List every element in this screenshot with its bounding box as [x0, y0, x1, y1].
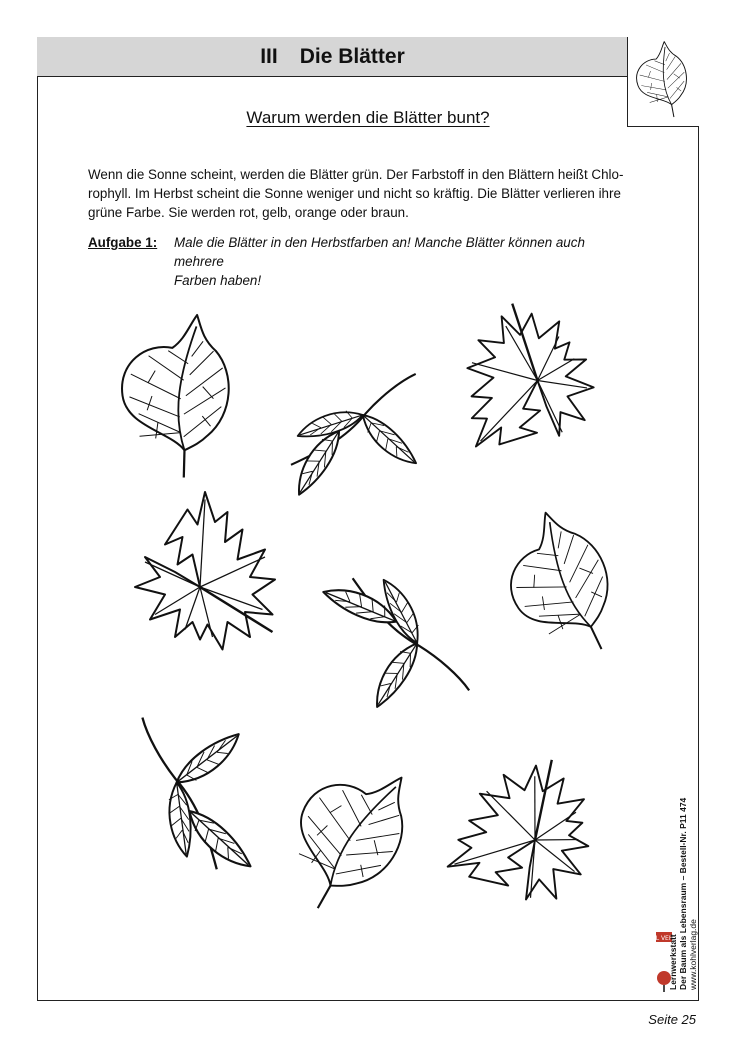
chapter-title: Die Blätter: [299, 45, 405, 68]
linden-leaf-icon[interactable]: [112, 312, 242, 482]
ash-leaf-icon[interactable]: [330, 558, 490, 708]
logo-text: KOHL VERLAG: [642, 935, 686, 942]
publisher-info: [668, 798, 698, 990]
publisher-url[interactable]: www.kohlverlag.de: [688, 919, 698, 990]
intro-line: rophyll. Im Herbst scheint die Sonne weniger und nicht so kräftig. Die Blätter verlieren ihre: [88, 186, 621, 201]
intro-text: [88, 165, 633, 222]
maple-leaf-icon[interactable]: [445, 765, 625, 915]
task-line: Farben haben!: [174, 273, 262, 288]
task-line: Male die Blätter in den Herbstfarben an! Manche Blätter können auch mehrere: [174, 235, 585, 269]
maple-leaf-icon[interactable]: [125, 512, 305, 672]
intro-line: Wenn die Sonne scheint, werden die Blätter grün. Der Farbstoff in den Blättern heißt Chlo-: [88, 167, 624, 182]
linden-leaf-icon[interactable]: [498, 512, 628, 662]
task-text: [174, 233, 634, 290]
book-title: Der Baum als Lebensraum – Bestell-Nr. P11 474: [678, 797, 688, 990]
maple-leaf-icon[interactable]: [455, 298, 620, 463]
intro-line: grüne Farbe. Sie werden rot, gelb, orange oder braun.: [88, 205, 409, 220]
ash-leaf-icon[interactable]: [272, 350, 432, 490]
task-label: Aufgabe 1:: [88, 235, 158, 250]
chapter-number: III: [260, 45, 278, 68]
ash-leaf-icon[interactable]: [105, 710, 255, 880]
worksheet-question: Warum werden die Blätter bunt?: [246, 108, 490, 127]
page-number: Seite 25: [648, 1012, 696, 1027]
series-name: Lernwerkstatt: [668, 934, 678, 990]
linden-leaf-icon[interactable]: [283, 760, 413, 915]
chapter-heading: [37, 37, 628, 77]
